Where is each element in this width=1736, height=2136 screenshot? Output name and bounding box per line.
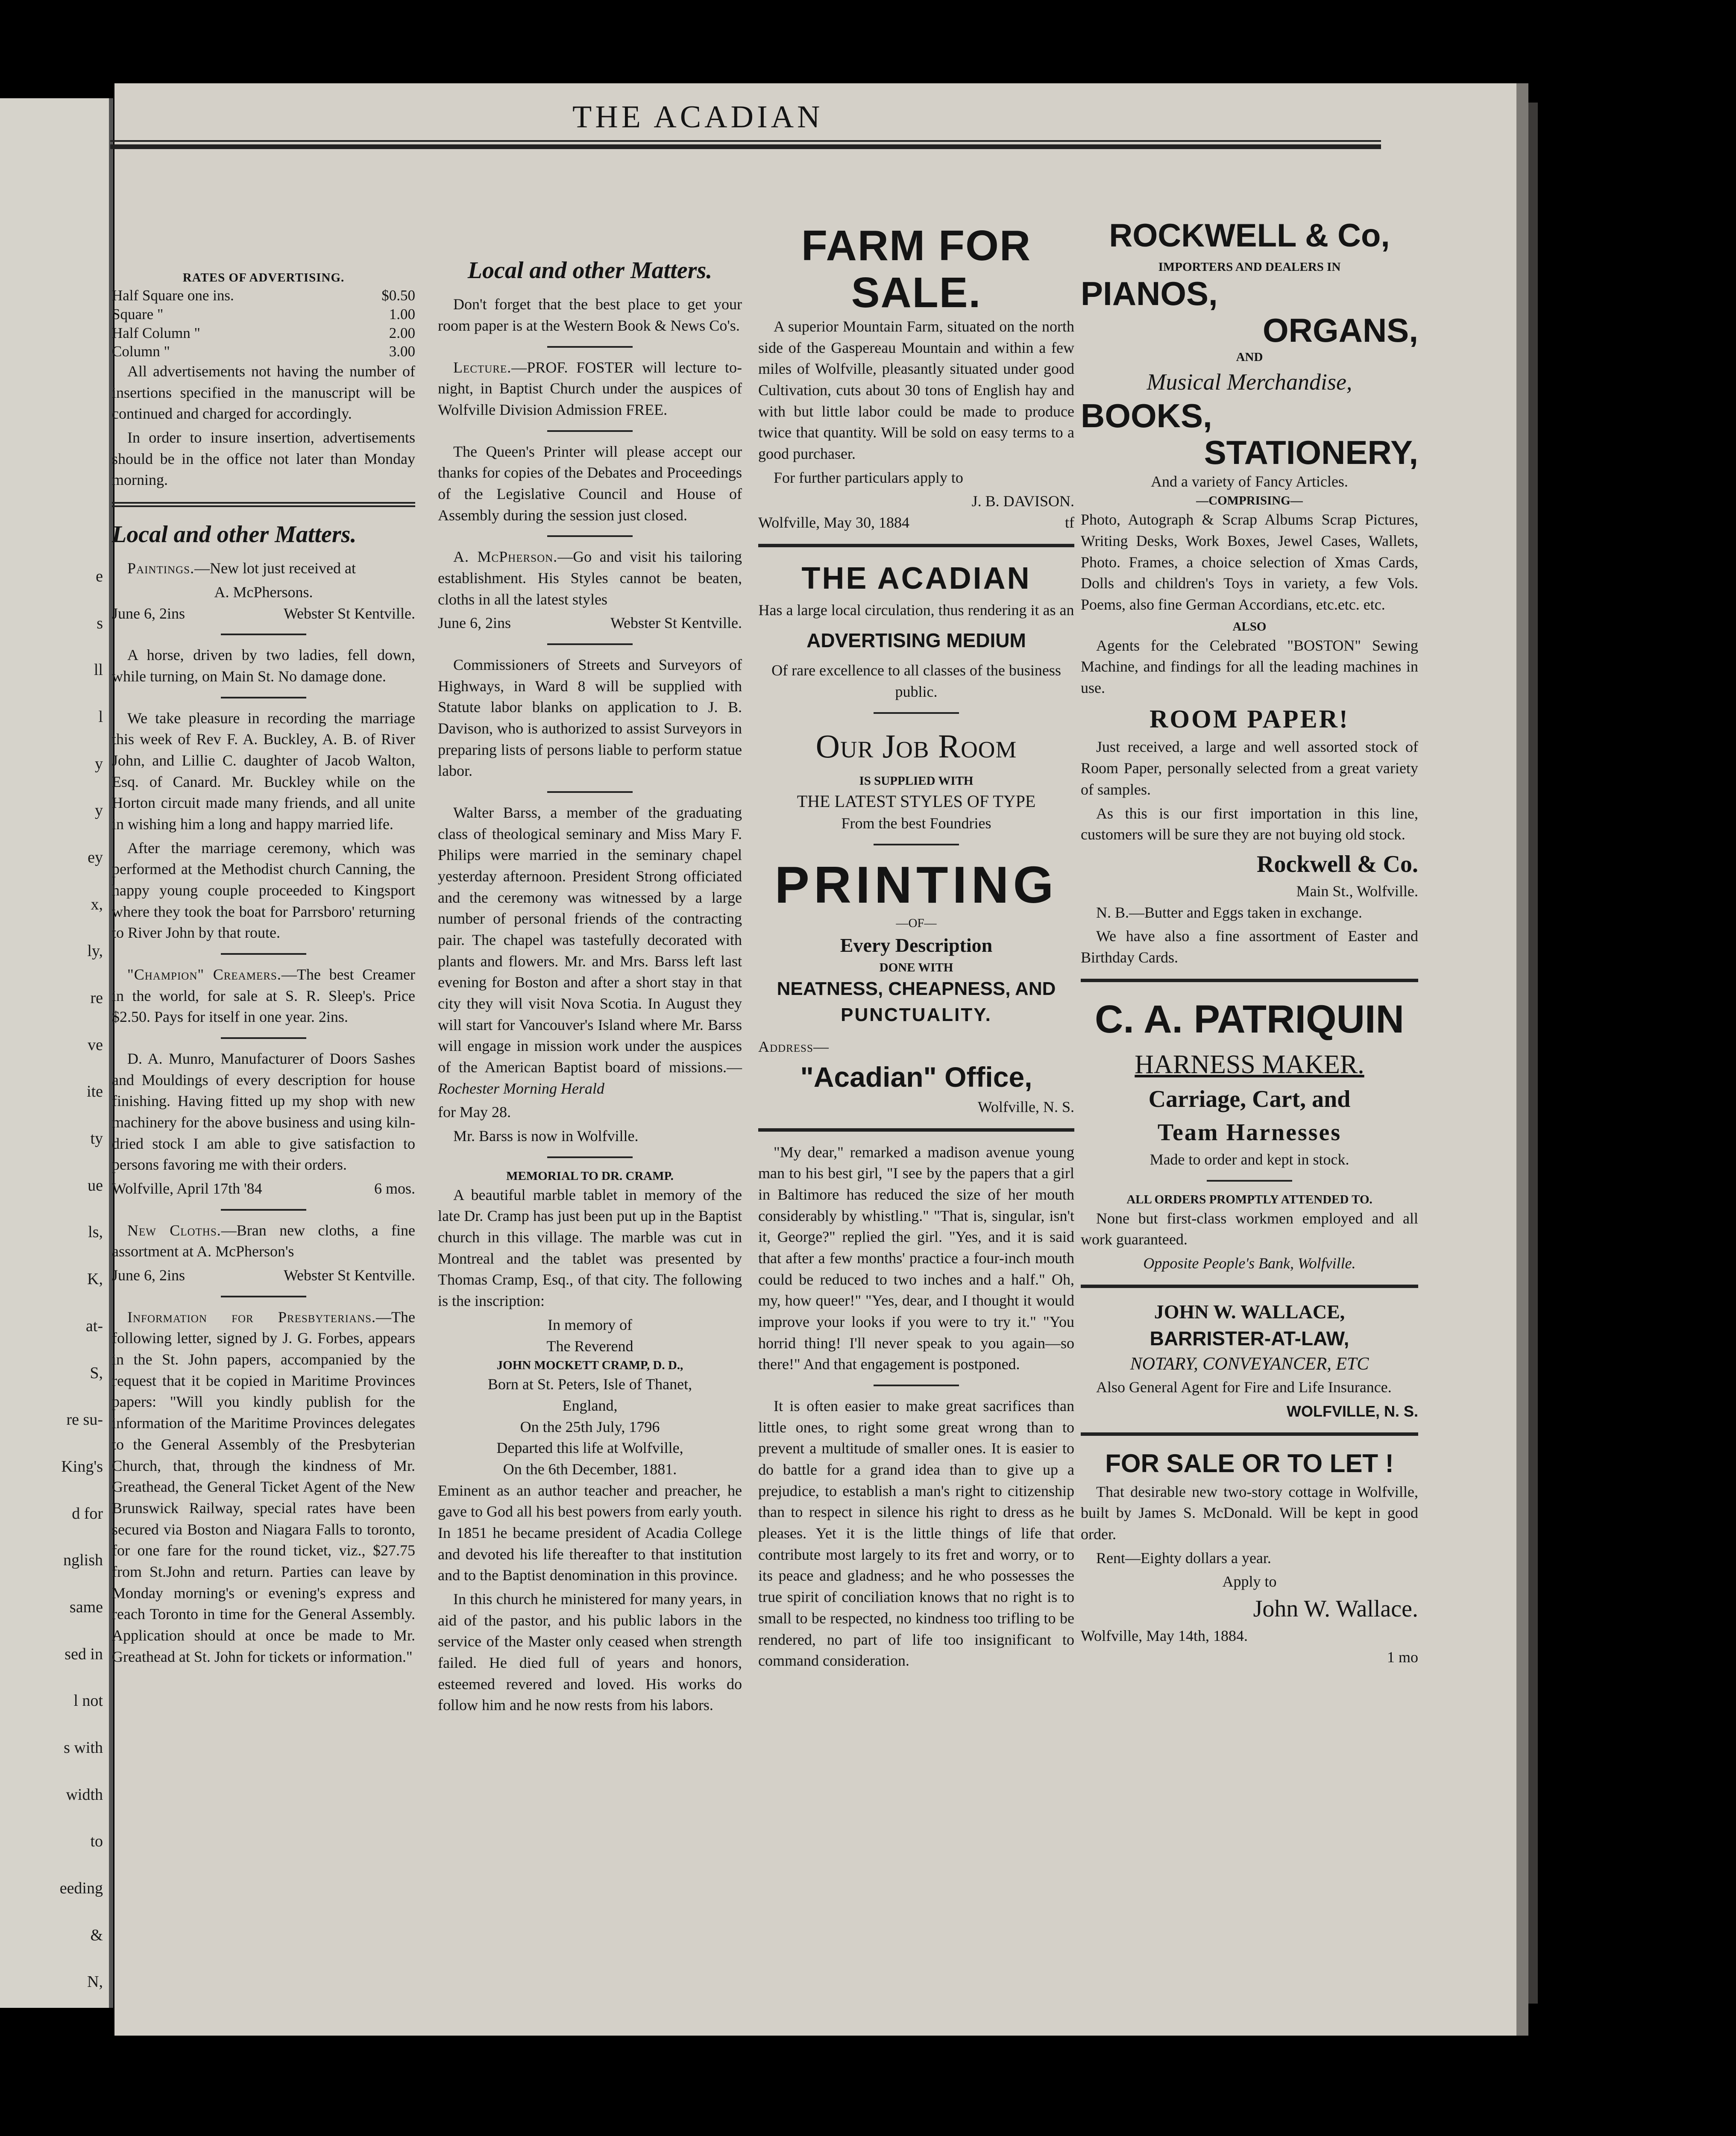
prev-page-fragment: to (90, 1832, 103, 1851)
prev-page-fragment: ue (88, 1176, 103, 1194)
prev-page-fragment: nglish (63, 1551, 103, 1570)
wolfville-ns: WOLFVILLE, N. S. (1287, 1402, 1418, 1420)
patriquin-title: C. A. PATRIQUIN (1094, 997, 1405, 1041)
queens-printer-notice: The Queen's Printer will please accept our thanks for copies of the Debates and Proceedings of the Legislative Council and House of Assembly during the session just closed. (438, 443, 742, 524)
creamer-notice: "Champion" Creamers.—The best Creamer in the world, for sale at S. R. Sleep's. Price $2.50. Pays for itself in one year. 2ins. (112, 966, 416, 1026)
comprising: —COMPRISING— (1196, 494, 1303, 508)
barss-date: for May 28. (438, 1103, 511, 1121)
memorial-notice: A beautiful marble tablet in memory of the late Dr. Cramp has just been put up in the Baptist church in this village. The marble was cut in Montreal and the tablet was presented by Thomas Cramp, Esq., of that city. The following is the inscription: (438, 1186, 742, 1310)
rockwell-subtitle: IMPORTERS AND DEALERS IN (1158, 260, 1341, 274)
masthead-rule (110, 140, 1381, 149)
inscription-line: Born at St. Peters, Isle of Thanet, (487, 1376, 692, 1393)
divider (547, 346, 633, 348)
books: BOOKS, (1081, 397, 1212, 435)
printing-town: Wolfville, N. S. (977, 1098, 1074, 1116)
marriage-notice: We take pleasure in recording the marriage this week of Rev F. A. Buckley, A. B. of River John, and Lillie C. daughter of Jacob Walton, Esq. of Canard. Mr. Buckley while on the Horton circuit made many friends, and all unite in wishing him a long and happy married life. (112, 709, 415, 833)
fancy-articles: And a variety of Fancy Articles. (1151, 472, 1348, 490)
lecture-notice: Lecture.—PROF. FOSTER will lecture to-night, in Baptist Church under the auspices of Wolfville Division Admission FREE. (438, 358, 742, 418)
column-divider (112, 502, 415, 507)
inscription-line: On the 25th July, 1796 (520, 1418, 660, 1435)
opposite-bank: Opposite People's Bank, Wolfville. (1143, 1254, 1356, 1272)
printing-every: Every Description (840, 934, 993, 957)
prev-page-fragment: ve (88, 1036, 103, 1054)
binding-spine (1528, 103, 1538, 2004)
prev-page-fragment: re (90, 989, 103, 1007)
team-line: Team Harnesses (1157, 1119, 1342, 1146)
job-room-title: Our Job Room (815, 727, 1017, 765)
room-paper-body: Just received, a large and well assorted stock of Room Paper, personally selected from a great variety of samples. (1081, 738, 1418, 798)
divider (221, 697, 306, 698)
prev-page-fragment: ty (90, 1130, 103, 1148)
prev-page-fragment: ls, (88, 1223, 103, 1241)
prev-page-fragment: re su- (66, 1411, 103, 1429)
column-1 (112, 269, 415, 1670)
commissioners-notice: Commissioners of Streets and Surveyors of Highways, in Ward 8 will be supplied with Statute labor blanks on application to J. B. Davison, who is authorized to assist Surveyors in preparing lists of persons liable to perform statue labor. (438, 656, 742, 780)
and-label: AND (1236, 350, 1263, 364)
masthead: THE ACADIAN (572, 100, 824, 135)
divider (221, 1037, 306, 1039)
divider (547, 791, 633, 793)
musical-merchandise: Musical Merchandise, (1147, 369, 1352, 395)
cloths-footer: June 6, 2ins Webster St Kentville. (112, 1267, 415, 1284)
for-sale-title: FOR SALE OR TO LET ! (1105, 1449, 1394, 1478)
prev-page-fragment: s (97, 614, 103, 632)
local-heading: Local and other Matters. (112, 521, 357, 548)
room-paper-title: ROOM PAPER! (1150, 704, 1349, 733)
organs: ORGANS, (1262, 311, 1418, 349)
prev-page-fragment: ly, (87, 942, 103, 960)
rates-note-1: All advertisements not having the number of insertions specified in the manuscript will be continued and charged for accordingly. (112, 363, 415, 423)
column-divider (758, 1128, 1074, 1132)
horse-notice: A horse, driven by two ladies, fell down, while turning, on Main St. No damage done. (112, 646, 415, 685)
printing-address: Address— (758, 1038, 829, 1056)
divider (221, 634, 306, 635)
column-2 (438, 246, 742, 1719)
notary: NOTARY, CONVEYANCER, ETC (1130, 1354, 1369, 1374)
inscription-line: On the 6th December, 1881. (503, 1460, 677, 1478)
room-paper-notice: Don't forget that the best place to get your room paper is at the Western Book & News Co's. (438, 296, 742, 334)
cottage-notice: That desirable new two-story cottage in Wolfville, built by James S. McDonald. Will be kept in good order. (1081, 1483, 1418, 1543)
farm-title: FARM FOR SALE. (801, 222, 1032, 317)
previous-page-edge (0, 98, 113, 2008)
divider (547, 1156, 633, 1158)
prev-page-fragment: ite (87, 1083, 103, 1101)
orders-line: ALL ORDERS PROMPTLY ATTENDED TO. (1126, 1192, 1372, 1206)
pianos: PIANOS, (1081, 274, 1218, 312)
prev-page-fragment: K, (87, 1270, 103, 1288)
workmen-line: None but first-class workmen employed and all work guaranteed. (1081, 1209, 1418, 1248)
inscription-line: The Reverend (546, 1337, 633, 1355)
rockwell-signature: Rockwell & Co. (1257, 851, 1418, 877)
rockwell-title: ROCKWELL & Co, (1109, 217, 1390, 254)
prev-page-fragment: y (95, 754, 103, 773)
prev-page-fragment: y (95, 801, 103, 820)
acadian-title: THE ACADIAN (801, 561, 1031, 596)
prev-page-fragment: l not (73, 1692, 103, 1710)
acadian-line-2: Of rare excellence to all classes of the business public. (771, 662, 1061, 700)
divider (221, 1209, 306, 1211)
column-divider (1081, 1285, 1418, 1288)
prev-page-fragment: at- (85, 1317, 103, 1335)
barss-notice: Walter Barss, a member of the graduating class of theological seminary and Miss Mary F. Philips were married in the seminary chapel yesterday afternoon. President Strong officiated and the ceremony was witnessed by a large number of personal friends of the contracting pair. The chapel was tastefully decorated with plants and flowers. Mr. and Mrs. Barss left last evening for Boston and after a short stay in that city they will visit Nova Scotia. In August they will start for Vancouver's Island where Mr. Barss will engage in mission work under the auspices of the American Baptist board of missions.—Rochester Morning Herald (438, 804, 742, 1097)
printing-title: PRINTING (774, 856, 1058, 914)
column-3 (758, 222, 1074, 1674)
made-to-order: Made to order and kept in stock. (1150, 1150, 1349, 1168)
mcpherson-footer: June 6, 2ins Webster St Kentville. (438, 614, 742, 632)
rates-table (112, 286, 415, 361)
farm-sig: J. B. DAVISON. (971, 493, 1074, 510)
prev-page-fragment: ey (88, 848, 103, 867)
inscription-text-2: In this church he ministered for many years, in aid of the pastor, and his public labors in the service of the Master only ceased when strength failed. He died full of years and honors, esteemed revered and loved. His works do follow him and he now rests from his labors. (438, 1590, 742, 1714)
divider (221, 1296, 306, 1297)
divider (221, 953, 306, 955)
wallace-name: JOHN W. WALLACE, (1154, 1300, 1345, 1323)
presbyterians-notice: Information for Presbyterians.—The following letter, signed by J. G. Forbes, appears in the St. John papers, accompanied by the request that it be copied in Maritime Provinces papers: "Will you kindly publish for the information of the Maritime Provinces delegates to the General Assembly of the Presbyterian Church, that, through the kindness of Mr. Greathead, the General Ticket Agent of the New Brunswick Railway, special rates have been secured via Boston and Niagara Falls to toronto, for one fare for the round ticket, viz., $27.75 from St.John and return. Parties can leave by Monday morning's or evening's express and reach Toronto in time for the General Assembly. Application should at once be made to Mr. Greathead at St. John for tickets or information." (112, 1308, 415, 1665)
rate-row: Column " 3.00 (112, 343, 415, 360)
divider (547, 430, 633, 432)
barss-now: Mr. Barss is now in Wolfville. (453, 1127, 639, 1145)
agents-notice: Agents for the Celebrated "BOSTON" Sewing Machine, and findings for all the leading machines in use. (1081, 637, 1418, 697)
printing-of: —OF— (896, 916, 937, 930)
inscription-text: Eminent as an author teacher and preacher, he gave to God all his best powers from early youth. In 1851 he became president of Acadia College and devoted his life thereafter to that institution and to the Baptist denomination in this province. (438, 1482, 742, 1584)
rent-line: Rent—Eighty dollars a year. (1096, 1549, 1271, 1567)
column-divider (1081, 1432, 1418, 1436)
prev-page-fragment: e (96, 567, 103, 585)
inscription-line: In memory of (548, 1316, 632, 1333)
column-divider (758, 544, 1074, 547)
paintings-notice: Paintings.—New lot just received at (127, 560, 356, 577)
butter-eggs: N. B.—Butter and Eggs taken in exchange. (1096, 904, 1362, 921)
job-room-line: From the best Foundries (841, 815, 991, 832)
prev-page-fragment: King's (61, 1457, 103, 1476)
farm-body: A superior Mountain Farm, situated on the north side of the Gaspereau Mountain and within a few miles of Wolfville, pleasantly situated under good Cultivation, cuts about 30 tons of English hay and with but little labor could be made to produce twice that quantity. Will be sold on easy terms to a good purchaser. (758, 318, 1074, 463)
advertising-medium: ADVERTISING MEDIUM (806, 629, 1026, 651)
cloths-notice: New Cloths.—Bran new cloths, a fine assortment at A. McPherson's (112, 1221, 415, 1260)
munro-notice: D. A. Munro, Manufacturer of Doors Sashes and Mouldings of every description for house finishing. Having fitted up my shop with new machinery for the above business and using kiln-dried stock I am able to give satisfaction to persons favoring me with their orders. (112, 1050, 415, 1174)
divider (874, 712, 959, 714)
prev-page-fragment: d for (72, 1504, 103, 1523)
divider (1207, 1180, 1292, 1182)
inscription-line: England, (562, 1397, 618, 1414)
prev-page-fragment: width (66, 1785, 103, 1804)
prev-page-fragment: sed in (65, 1645, 103, 1663)
apply-to: Apply to (1222, 1573, 1277, 1590)
inscription-line: JOHN MOCKETT CRAMP, D. D., (496, 1358, 683, 1373)
easter-cards: We have also a fine assortment of Easter and Birthday Cards. (1081, 927, 1418, 966)
wallace-term: 1 mo (1387, 1648, 1418, 1666)
also-label: ALSO (1232, 619, 1267, 634)
marriage-notice-2: After the marriage ceremony, which was performed at the Methodist church Canning, the happy young couple proceeded to Kingsport where they took the boat for Parrsboro' returning to River John by that route. (112, 839, 415, 942)
printing-neatness: NEATNESS, CHEAPNESS, AND (777, 978, 1056, 999)
column-divider (1081, 979, 1418, 982)
divider (874, 844, 959, 845)
room-paper-body-2: As this is our first importation in this line, customers will be sure they are not buying old stock. (1081, 804, 1418, 843)
paintings-sig: A. McPhersons. (214, 583, 313, 601)
merchandise-list: Photo, Autograph & Scrap Albums Scrap Pictures, Writing Desks, Work Boxes, Jewel Cases, Wallets, Photo. Frames, a choice selection of Xmas Cards, Dolls and children's Toys in variety, a few Vols. Poems, also fine German Accordians, etc.etc. etc. (1081, 511, 1418, 613)
local-heading-2: Local and other Matters. (467, 257, 713, 284)
prev-page-fragment: & (90, 1926, 103, 1944)
munro-footer: Wolfville, April 17th '84 6 mos. (112, 1180, 415, 1197)
rate-row: Half Column " 2.00 (112, 324, 415, 341)
farm-footer: Wolfville, May 30, 1884 tf (758, 514, 1074, 531)
prev-page-fragment: s with (64, 1738, 103, 1757)
inscription-line: Departed this life at Wolfville, (496, 1439, 683, 1457)
rate-row: Square " 1.00 (112, 305, 415, 323)
dear-anecdote: "My dear," remarked a madison avenue young man to his best girl, "I see by the papers that a girl in Baltimore has reduced the size of her mouth considerably by whistling." "That is, singular, isn't it, George?" replied the girl. "Yes, and it is said that after a few months' practice a four-inch mouth could be reduced to two inches and a half." Oh, my, how queer!" "Yes, dear, and I thought it would improve your looks if you were to try it." "You horrid thing! I'll never speak to you again—so there!" And that engagement is postponed. (758, 1143, 1074, 1373)
divider (547, 535, 633, 537)
printing-office: "Acadian" Office, (800, 1061, 1032, 1093)
paintings-footer: June 6, 2ins Webster St Kentville. (112, 604, 415, 622)
divider (874, 1385, 959, 1386)
prev-page-fragment: N, (87, 1973, 103, 1991)
job-room-line: IS SUPPLIED WITH (859, 774, 974, 788)
prev-page-fragment: same (69, 1598, 103, 1616)
rockwell-address: Main St., Wolfville. (1296, 883, 1418, 900)
wallace-signature: John W. Wallace. (1253, 1595, 1418, 1622)
memorial-title: MEMORIAL TO DR. CRAMP. (506, 1169, 674, 1183)
prev-page-fragment: eeding (59, 1879, 103, 1897)
rates-note-2: In order to insure insertion, advertisements should be in the office not later than Monday morning. (112, 429, 415, 489)
farm-apply: For further particulars apply to (774, 469, 963, 486)
mcpherson-notice: A. McPherson.—Go and visit his tailoring establishment. His Styles cannot be beaten, cloths in all the latest styles (438, 548, 742, 608)
sacrifices-essay: It is often easier to make great sacrifices than little ones, to right some great wrong than to prevent a multitude of smaller ones. It is easier to do battle for a grand idea than to give up a prejudice, to establish a man's right to citizenship than to respect in silence his right to dress as he pleases. Yet it is the little things of life that contribute most largely to its fret and worry, or to its peace and gladness; and he who possesses the true spirit of conciliation knows that no right is to small to be respected, no kindness too trifling to be rendered, no part of life too insignificant to command consideration. (758, 1397, 1074, 1669)
divider (547, 643, 633, 645)
rates-title: RATES OF ADVERTISING. (182, 271, 345, 285)
acadian-line-1: Has a large local circulation, thus rendering it as an (758, 601, 1074, 619)
job-room-line: THE LATEST STYLES OF TYPE (797, 792, 1036, 811)
carriage-line: Carriage, Cart, and (1148, 1086, 1351, 1113)
prev-page-fragment: x, (91, 895, 103, 913)
wallace-date: Wolfville, May 14th, 1884. (1081, 1627, 1248, 1645)
insurance-agent: Also General Agent for Fire and Life Insurance. (1096, 1379, 1392, 1396)
prev-page-fragment: l (98, 708, 103, 726)
printing-punctuality: PUNCTUALITY. (841, 1004, 992, 1025)
rate-row: Half Square one ins. $0.50 (112, 287, 415, 304)
column-4 (1081, 214, 1418, 1668)
stationery: STATIONERY, (1204, 433, 1418, 471)
harness-maker: HARNESS MAKER. (1135, 1050, 1364, 1079)
prev-page-fragment: S, (90, 1364, 103, 1382)
prev-page-fragment: ll (94, 661, 103, 679)
barrister: BARRISTER-AT-LAW, (1150, 1327, 1349, 1350)
printing-done: DONE WITH (879, 960, 953, 974)
